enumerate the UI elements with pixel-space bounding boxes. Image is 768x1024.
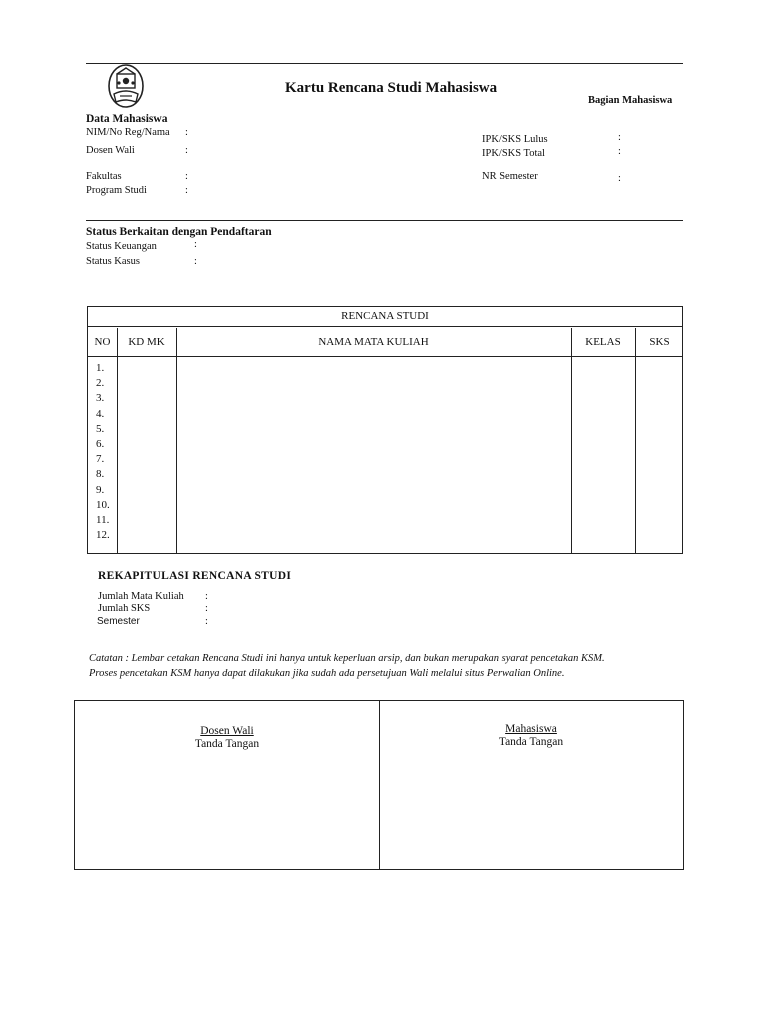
signature-role-mahasiswa: Mahasiswa <box>505 723 557 735</box>
field-label-nr-semester: NR Semester <box>482 171 538 182</box>
student-section-title: Data Mahasiswa <box>86 113 168 125</box>
field-label-jumlah-sks: Jumlah SKS <box>98 603 151 614</box>
column-header-sks: SKS <box>649 336 670 348</box>
field-label-jumlah-mata-kuliah: Jumlah Mata Kuliah <box>98 591 184 602</box>
study-plan-table <box>87 306 683 554</box>
field-label-status-keuangan: Status Keuangan <box>86 241 157 252</box>
row-number: 4. <box>96 407 105 420</box>
signature-left <box>75 725 379 751</box>
row-number: 3. <box>96 392 105 405</box>
column-header-no: NO <box>94 336 111 348</box>
col-divider-nama <box>571 328 572 553</box>
field-sep-ipk-lulus: : <box>618 132 621 143</box>
field-sep-nr-semester: : <box>618 173 621 184</box>
col-divider-kelas <box>635 328 636 553</box>
field-label-nim: NIM/No Reg/Nama <box>86 127 170 138</box>
field-sep-fakultas: : <box>185 171 188 182</box>
university-crest-icon <box>106 62 146 110</box>
recap-title: REKAPITULASI RENCANA STUDI <box>98 570 292 582</box>
field-sep-jumlah-mata-kuliah: : <box>205 591 208 602</box>
archive-note-line-1: Catatan : Lembar cetakan Rencana Studi ini hanya untuk keperluan arsip, dan bukan merupakan syarat pencetakan KSM. <box>89 653 605 664</box>
field-sep-nim: : <box>185 127 188 138</box>
copy-label: Bagian Mahasiswa <box>588 95 673 106</box>
row-number: 9. <box>96 483 105 496</box>
section-divider <box>86 220 683 221</box>
row-number: 7. <box>96 453 105 466</box>
field-sep-status-keuangan: : <box>194 239 197 250</box>
column-header-nama-mata-kuliah: NAMA MATA KULIAH <box>318 336 429 348</box>
signature-right <box>379 723 683 749</box>
row-number: 1. <box>96 362 105 374</box>
field-label-semester: Semester <box>97 616 140 627</box>
table-header-rule <box>88 356 682 357</box>
header-top-rule <box>86 63 683 64</box>
col-divider-kdmk <box>176 328 177 553</box>
row-number: 8. <box>96 468 105 481</box>
field-sep-semester: : <box>205 616 208 627</box>
field-sep-dosen-wali: : <box>185 145 188 156</box>
field-sep-program-studi: : <box>185 185 188 196</box>
signature-caption-left: Tanda Tangan <box>194 738 260 750</box>
col-divider-no <box>117 328 118 553</box>
signature-role-dosen-wali: Dosen Wali <box>200 725 254 737</box>
field-label-ipk-lulus: IPK/SKS Lulus <box>482 134 548 145</box>
row-number: 11. <box>96 514 110 527</box>
archive-note-line-2: Proses pencetakan KSM hanya dapat dilakukan jika sudah ada persetujuan Wali melalui situs Perwalian Online. <box>89 668 565 679</box>
row-number: 12. <box>96 529 110 542</box>
row-number: 6. <box>96 438 105 451</box>
field-sep-ipk-total: : <box>618 146 621 157</box>
column-header-kdmk: KD MK <box>128 336 165 348</box>
row-number: 10. <box>96 498 110 511</box>
field-label-fakultas: Fakultas <box>86 171 122 182</box>
table-title: RENCANA STUDI <box>341 310 429 322</box>
column-header-kelas: KELAS <box>585 336 621 348</box>
signature-caption-right: Tanda Tangan <box>498 736 564 748</box>
field-label-program-studi: Program Studi <box>86 185 147 196</box>
row-number-list <box>96 361 110 543</box>
signature-box <box>74 700 684 870</box>
field-sep-status-kasus: : <box>194 256 197 267</box>
field-label-ipk-total: IPK/SKS Total <box>482 148 545 159</box>
field-sep-jumlah-sks: : <box>205 603 208 614</box>
row-number: 5. <box>96 422 105 435</box>
row-number: 2. <box>96 377 105 390</box>
page-title: Kartu Rencana Studi Mahasiswa <box>285 80 498 96</box>
field-label-dosen-wali: Dosen Wali <box>86 145 135 156</box>
table-title-rule <box>88 326 682 327</box>
status-section-title: Status Berkaitan dengan Pendaftaran <box>86 226 272 238</box>
field-label-status-kasus: Status Kasus <box>86 256 140 267</box>
